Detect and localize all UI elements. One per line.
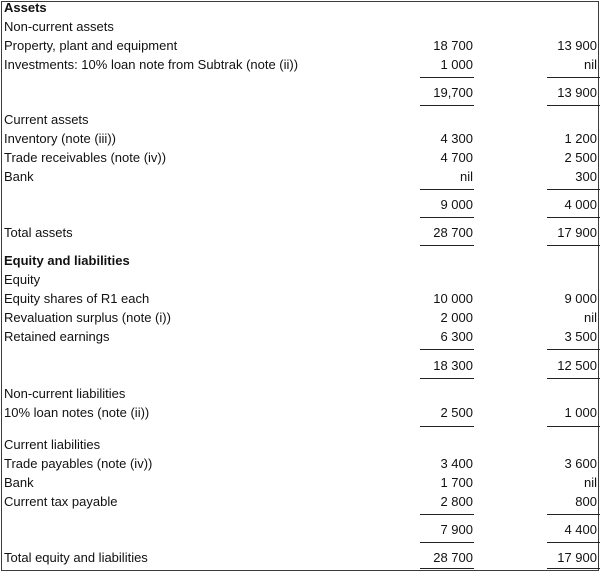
- subtotal-rule: [420, 349, 474, 350]
- row-total-assets: [2, 224, 600, 242]
- row-label: Investments: 10% loan note from Subtrak (note (ii)): [4, 57, 299, 72]
- value-prior-year: 3 500: [564, 329, 597, 344]
- value-current-year: 4 300: [440, 131, 473, 146]
- subtotal-rule: [547, 189, 600, 190]
- subtotal-rule: [420, 105, 474, 106]
- row-property-plant-equipment: [2, 37, 600, 55]
- value-prior-year: 13 900: [557, 38, 597, 53]
- row-bank-asset: [2, 168, 600, 186]
- row-label: Equity: [4, 272, 41, 287]
- row-label: Current tax payable: [4, 494, 118, 509]
- row-label: Current liabilities: [4, 437, 101, 452]
- value-prior-year: 300: [575, 169, 597, 184]
- value-current-year: 10 000: [433, 291, 473, 306]
- subtotal-rule: [547, 426, 600, 427]
- value-current-year: 28 700: [433, 225, 473, 240]
- value-prior-year: nil: [583, 57, 597, 72]
- subtotal-rule: [420, 189, 474, 190]
- value-prior-year: 12 500: [557, 358, 597, 373]
- row-loan-notes: [2, 404, 600, 422]
- total-rule: [547, 245, 600, 246]
- subtotal-rule: [547, 542, 600, 543]
- subtotal-rule: [547, 514, 600, 515]
- value-prior-year: 13 900: [557, 85, 597, 100]
- value-current-year: 7 900: [440, 522, 473, 537]
- row-label: 10% loan notes (note (ii)): [4, 405, 150, 420]
- row-label: Non-current liabilities: [4, 386, 126, 401]
- value-current-year: 18 700: [433, 38, 473, 53]
- subheading-current-liabilities: [2, 436, 600, 454]
- row-label: Equity and liabilities: [4, 253, 130, 268]
- value-current-year: 18 300: [433, 358, 473, 373]
- row-label: Current assets: [4, 112, 89, 127]
- row-current-assets-subtotal: [2, 196, 600, 214]
- value-prior-year: 1 000: [564, 405, 597, 420]
- section-heading-assets: [2, 0, 600, 17]
- subtotal-rule: [420, 514, 474, 515]
- value-prior-year: 17 900: [557, 225, 597, 240]
- subtotal-rule: [547, 217, 600, 218]
- value-prior-year: 9 000: [564, 291, 597, 306]
- value-prior-year: nil: [583, 310, 597, 325]
- row-label: Bank: [4, 475, 34, 490]
- row-non-current-assets-subtotal: [2, 84, 600, 102]
- value-current-year: 28 700: [433, 550, 473, 565]
- value-prior-year: 3 600: [564, 456, 597, 471]
- value-current-year: 9 000: [440, 197, 473, 212]
- subtotal-rule: [547, 349, 600, 350]
- total-rule: [547, 568, 600, 569]
- subtotal-rule: [547, 378, 600, 379]
- row-current-liabilities-subtotal: [2, 521, 600, 539]
- row-bank-liability: [2, 474, 600, 492]
- value-current-year: nil: [459, 169, 473, 184]
- subtotal-rule: [420, 426, 474, 427]
- row-label: Bank: [4, 169, 34, 184]
- row-total-equity-liabilities: [2, 549, 600, 567]
- subtotal-rule: [420, 77, 474, 78]
- row-revaluation-surplus: [2, 309, 600, 327]
- value-prior-year: 2 500: [564, 150, 597, 165]
- value-prior-year: nil: [583, 475, 597, 490]
- value-current-year: 3 400: [440, 456, 473, 471]
- row-label: Non-current assets: [4, 19, 114, 34]
- section-heading-equity-liabilities: [2, 252, 600, 270]
- total-rule: [420, 245, 474, 246]
- row-equity-shares: [2, 290, 600, 308]
- row-label: Trade receivables (note (iv)): [4, 150, 167, 165]
- subtotal-rule: [420, 378, 474, 379]
- row-retained-earnings: [2, 328, 600, 346]
- row-label: Property, plant and equipment: [4, 38, 178, 53]
- row-current-tax-payable: [2, 493, 600, 511]
- row-trade-receivables: [2, 149, 600, 167]
- value-current-year: 2 000: [440, 310, 473, 325]
- row-label: Equity shares of R1 each: [4, 291, 150, 306]
- row-label: Inventory (note (iii)): [4, 131, 116, 146]
- row-label: Retained earnings: [4, 329, 110, 344]
- row-label: Revaluation surplus (note (i)): [4, 310, 171, 325]
- row-inventory: [2, 130, 600, 148]
- subtotal-rule: [547, 77, 600, 78]
- value-current-year: 4 700: [440, 150, 473, 165]
- row-label: Assets: [4, 0, 47, 15]
- value-current-year: 19,700: [433, 85, 473, 100]
- subtotal-rule: [420, 217, 474, 218]
- statement-of-financial-position: [1, 1, 599, 571]
- value-current-year: 2 800: [440, 494, 473, 509]
- subtotal-rule: [547, 105, 600, 106]
- value-current-year: 1 700: [440, 475, 473, 490]
- row-trade-payables: [2, 455, 600, 473]
- subheading-equity: [2, 271, 600, 289]
- value-prior-year: 800: [575, 494, 597, 509]
- row-label: Total assets: [4, 225, 73, 240]
- row-equity-subtotal: [2, 357, 600, 375]
- total-rule: [420, 568, 474, 569]
- subheading-non-current-assets: [2, 18, 600, 36]
- value-prior-year: 1 200: [564, 131, 597, 146]
- row-label: Total equity and liabilities: [4, 550, 148, 565]
- value-current-year: 2 500: [440, 405, 473, 420]
- subheading-non-current-liabilities: [2, 385, 600, 403]
- value-prior-year: 4 400: [564, 522, 597, 537]
- value-prior-year: 4 000: [564, 197, 597, 212]
- value-current-year: 1 000: [440, 57, 473, 72]
- row-investments-loan-note: [2, 56, 600, 74]
- value-current-year: 6 300: [440, 329, 473, 344]
- subheading-current-assets: [2, 111, 600, 129]
- subtotal-rule: [420, 542, 474, 543]
- value-prior-year: 17 900: [557, 550, 597, 565]
- row-label: Trade payables (note (iv)): [4, 456, 153, 471]
